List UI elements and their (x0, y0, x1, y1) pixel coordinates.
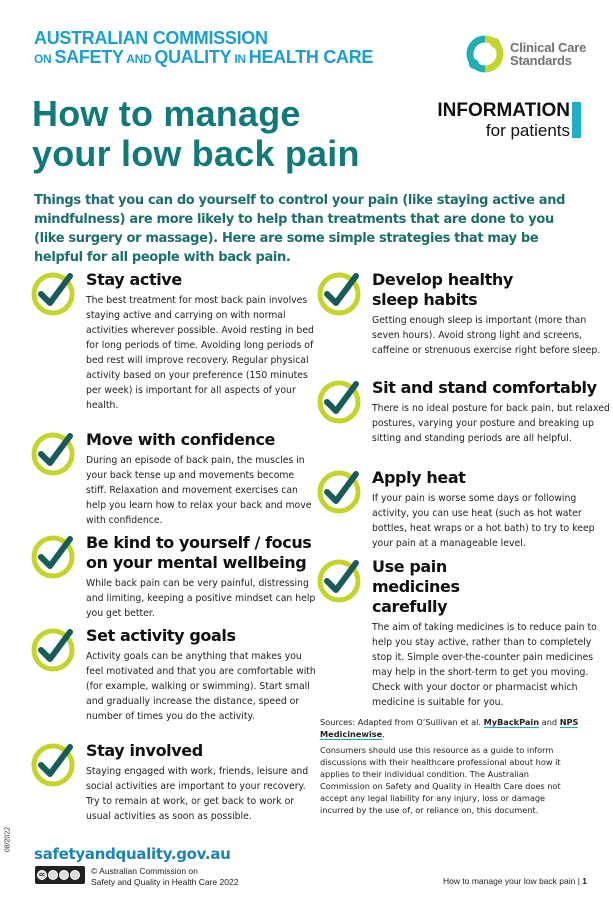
logo-text (510, 41, 586, 67)
tip-body: There is no ideal posture for back pain, but relaxed postures, varying your posture and breaking up sitting and standing periods are all helpful. (372, 403, 610, 444)
org-word-health-care: HEALTH CARE (248, 47, 374, 67)
org-word-in: IN (231, 52, 249, 66)
checkmark-icon (316, 468, 362, 514)
cc-icon: cc (37, 870, 47, 880)
tip-set-activity-goals (30, 626, 316, 724)
copyright-line1: © Australian Commission on (91, 866, 198, 876)
footer-doc-title: How to manage your low back pain (443, 876, 576, 886)
creative-commons-license-badge (35, 866, 85, 884)
sources-prefix: Sources: Adapted from O’Sullivan et al. (320, 717, 484, 727)
org-word-on: ON (34, 52, 55, 66)
tip-develop-healthy-sleep-habits (316, 270, 612, 358)
org-word-safety: SAFETY (54, 47, 124, 67)
clinical-care-standards-logo (466, 35, 586, 73)
cc-nc-icon (59, 870, 69, 880)
nps-medicinewise-link[interactable]: NPS Medicinewise (320, 717, 579, 739)
sources-section (320, 716, 580, 820)
tip-sit-and-stand-comfortably (316, 378, 612, 446)
logo-text-line2: Standards (510, 53, 572, 68)
tip-stay-involved (30, 741, 316, 824)
checkmark-icon (316, 557, 362, 603)
checkmark-icon (30, 626, 76, 672)
tip-body: The best treatment for most back pain involves staying active and carrying on with normal activities wherever possible. Avoid resting in bed for long periods of time. Avoiding long periods of bed rest will improve recovery. Regular physical activity based on your preference (150 minutes per week) is important for all aspects of your health. (86, 295, 314, 411)
information-for-patients-badge (437, 100, 570, 141)
footer-document-title (443, 876, 587, 886)
sources-line (320, 716, 580, 740)
tip-use-pain-medicines-carefully (316, 557, 612, 710)
website-link[interactable]: safetyandquality.gov.au (34, 845, 231, 863)
checkmark-icon (30, 270, 76, 316)
logo-text-line1: Clinical Care (510, 40, 587, 55)
tip-heading: Sit and stand comfortably (372, 378, 597, 397)
tip-be-kind-to-yourself (30, 533, 316, 621)
date-code: 08/2022 (4, 826, 12, 853)
copyright-line2: Safety and Quality in Health Care 2022 (91, 877, 239, 887)
tip-heading: Develop healthy sleep habits (372, 270, 513, 309)
checkmark-icon (316, 378, 362, 424)
page-title (32, 94, 360, 174)
checkmark-icon (316, 270, 362, 316)
disclaimer-text: Consumers should use this resource as a guide to inform discussions with their healthcare professional about how it applies to their individual condition. The Australian Commission on Safety and Quality in Health Care does not accept any legal liability for any injury, loss or damage incurred by the use of, or reliance on, this document. (320, 745, 561, 815)
tip-stay-active (30, 270, 316, 413)
tip-body: Getting enough sleep is important (more than seven hours). Avoid strong light and screens, caffeine or strenuous exercise right before sleep. (372, 315, 601, 356)
org-name-line1: AUSTRALIAN COMMISSION (34, 28, 268, 48)
badge-accent-bar (572, 102, 581, 138)
tip-body: The aim of taking medicines is to reduce pain to help you stay active, rather than to completely stop it. Simple over-the-counter pain medicines may help in the short-term to get you moving. Check with your doctor or pharmacist which medicine is suitable for you. (372, 622, 597, 708)
tip-move-with-confidence (30, 430, 316, 528)
organisation-name (34, 29, 373, 69)
page-title-line2: your low back pain (32, 133, 360, 174)
tip-heading: Be kind to yourself / focus on your mental wellbeing (86, 533, 312, 572)
tip-heading: Move with confidence (86, 430, 275, 449)
org-name-line2 (34, 48, 373, 69)
org-word-quality: QUALITY (154, 47, 232, 67)
tip-body: During an episode of back pain, the muscles in your back tense up and movements become stiff. Relaxation and movement exercises can help you learn how to relax your back and move with confidence. (86, 455, 312, 526)
page-title-line1: How to manage (32, 93, 301, 134)
tip-heading: Stay active (86, 270, 182, 289)
tip-body: Staying engaged with work, friends, leisure and social activities are important to your recovery. Try to remain at work, or get back to work or usual activities as soon as possible. (86, 766, 309, 822)
ring-of-circles-logo-icon (466, 35, 504, 73)
tip-heading: Apply heat (372, 468, 466, 487)
badge-subtitle: for patients (485, 121, 570, 140)
checkmark-icon (30, 533, 76, 579)
org-word-and: AND (123, 52, 155, 66)
intro-paragraph: Things that you can do yourself to control your pain (like staying active and mindfulness) are more likely to help than treatments that are done to you (like surgery or massage). Here are some simple strategies that may be helpful for all people with back pain. (34, 193, 566, 265)
cc-nd-icon (70, 870, 80, 880)
checkmark-icon (30, 741, 76, 787)
copyright-notice (91, 866, 238, 888)
tip-heading: Stay involved (86, 741, 203, 760)
sources-suffix: . (382, 729, 385, 739)
tip-apply-heat (316, 468, 612, 551)
badge-title: INFORMATION (437, 100, 570, 121)
sources-middle: and (539, 717, 560, 727)
mybackpain-link[interactable]: MyBackPain (483, 717, 540, 727)
cc-by-icon (48, 870, 58, 880)
footer-separator: | (575, 876, 583, 886)
tip-heading: Use pain medicines carefully (372, 557, 460, 616)
tip-body: While back pain can be very painful, distressing and limiting, keeping a positive mindset can help you get better. (86, 578, 316, 619)
tip-body: Activity goals can be anything that makes you feel motivated and that you are comfortable with (for example, walking or swimming). Start small and gradually increase the distance, speed or number of times you do the activity. (86, 651, 316, 722)
tip-body: If your pain is worse some days or following activity, you can use heat (such as hot water bottles, heat wraps or a hot bath) to try to keep your pain at a manageable level. (372, 493, 595, 549)
page-number: 1 (582, 876, 587, 886)
checkmark-icon (30, 430, 76, 476)
tip-heading: Set activity goals (86, 626, 236, 645)
